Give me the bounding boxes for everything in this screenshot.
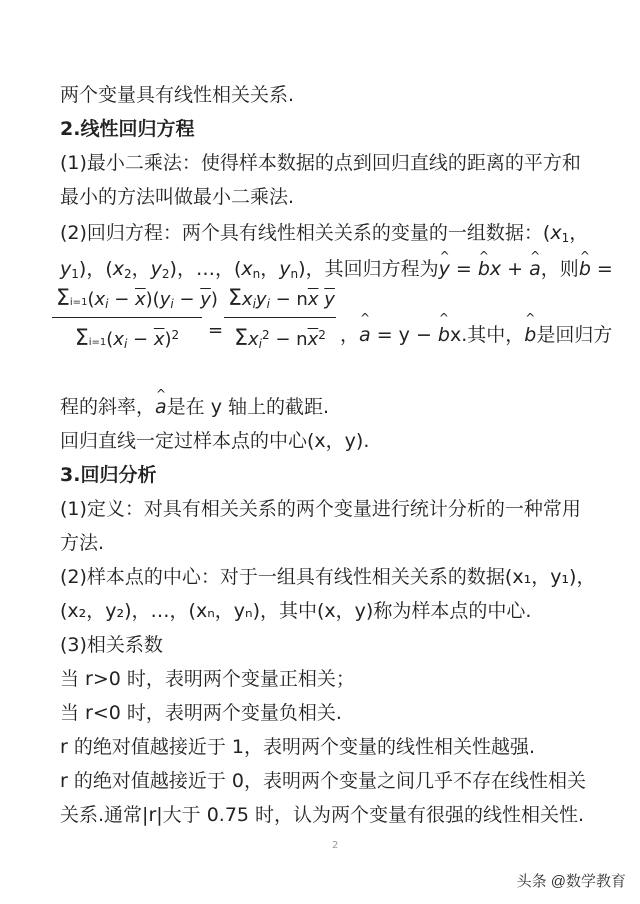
regression-formula (52, 280, 612, 390)
text-segment: x.其中， (449, 324, 525, 346)
text-line: (2)样本点的中心：对于一组具有线性相关关系的数据(x₁，y₁)， (60, 566, 596, 588)
text-segment: ，其回归方程为 (305, 258, 439, 280)
text-line: (1)最小二乘法：使得样本数据的点到回归直线的距离的平方和 (60, 152, 581, 174)
text-segment: (2)回归方程：两个具有线性相关关系的变量的一组数据：( (60, 222, 551, 244)
watermark-logo: 头条 @数学教育 (516, 873, 626, 890)
text-segment: 程的斜率， (60, 396, 156, 418)
text-segment: 是在 y 轴上的截距. (166, 396, 330, 418)
text-line: 两个变量具有线性相关关系. (60, 84, 295, 106)
text-line: (1)定义：对具有相关关系的两个变量进行统计分析的一种常用 (60, 498, 581, 520)
text-line: 回归直线一定过样本点的中心(x，y). (60, 430, 370, 452)
text-line: 当 r>0 时，表明两个变量正相关； (60, 668, 355, 690)
text-line: 方法. (60, 532, 105, 554)
text-segment: ， (86, 258, 106, 280)
text-segment: = y − (370, 324, 438, 346)
text-line: r 的绝对值越接近于 0，表明两个变量之间几乎不存在线性相关 (60, 770, 586, 792)
section-heading: 3.回归分析 (60, 464, 157, 486)
text-line: (3)相关系数 (60, 634, 163, 656)
text-line: 程的斜率，^ a是在 y 轴上的截距. (60, 394, 620, 420)
text-segment: 是回归方 (536, 324, 613, 346)
page-number: 2 (332, 840, 339, 851)
section-heading: 2.线性回归方程 (60, 118, 195, 140)
formula-tail: ，^ a = y − ^ bx.其中，^ b是回归方 (340, 320, 612, 347)
text-line: 关系.通常|r|大于 0.75 时，认为两个变量有很强的线性相关性. (60, 804, 585, 826)
text-segment: ，…， (176, 258, 234, 280)
formula-fraction-1: $\frac{\Sigma i=1(x_i - \overline{x})(y_i - \overline{y})}{\Sigma i=1(x_i - \overline{x})^2}$ (52, 286, 202, 351)
text-segment: ，则 (540, 258, 579, 280)
text-line: r 的绝对值越接近于 1，表明两个变量的线性相关性越强. (60, 736, 536, 758)
text-line: 最小的方法叫做最小二乘法. (60, 186, 295, 208)
text-segment: = (590, 258, 613, 280)
text-segment: ， (569, 222, 589, 244)
text-line: 当 r<0 时，表明两个变量负相关. (60, 702, 342, 724)
text-segment: ， (340, 324, 360, 346)
text-line-regression-data: (2)回归方程：两个具有线性相关关系的变量的一组数据：($x_1$， (60, 222, 589, 245)
formula-equals: = (208, 320, 224, 341)
text-line-regression-eq: $y_1$)，($x_2$，$y_2$)，…，($x_n$，$y_n$)，其回归方程为^ y = ^ bx + ^ a，则^ b = (60, 256, 620, 287)
formula-fraction-2: $\Sigma x_iy_i - n\overline{x}$ $\overline{y}$ $\Sigma x_i^2 - n\overline{x}^2$ (224, 286, 336, 351)
text-line: (x₂，y₂)，…，(xₙ，yₙ)，其中(x，y)称为样本点的中心. (60, 600, 532, 622)
